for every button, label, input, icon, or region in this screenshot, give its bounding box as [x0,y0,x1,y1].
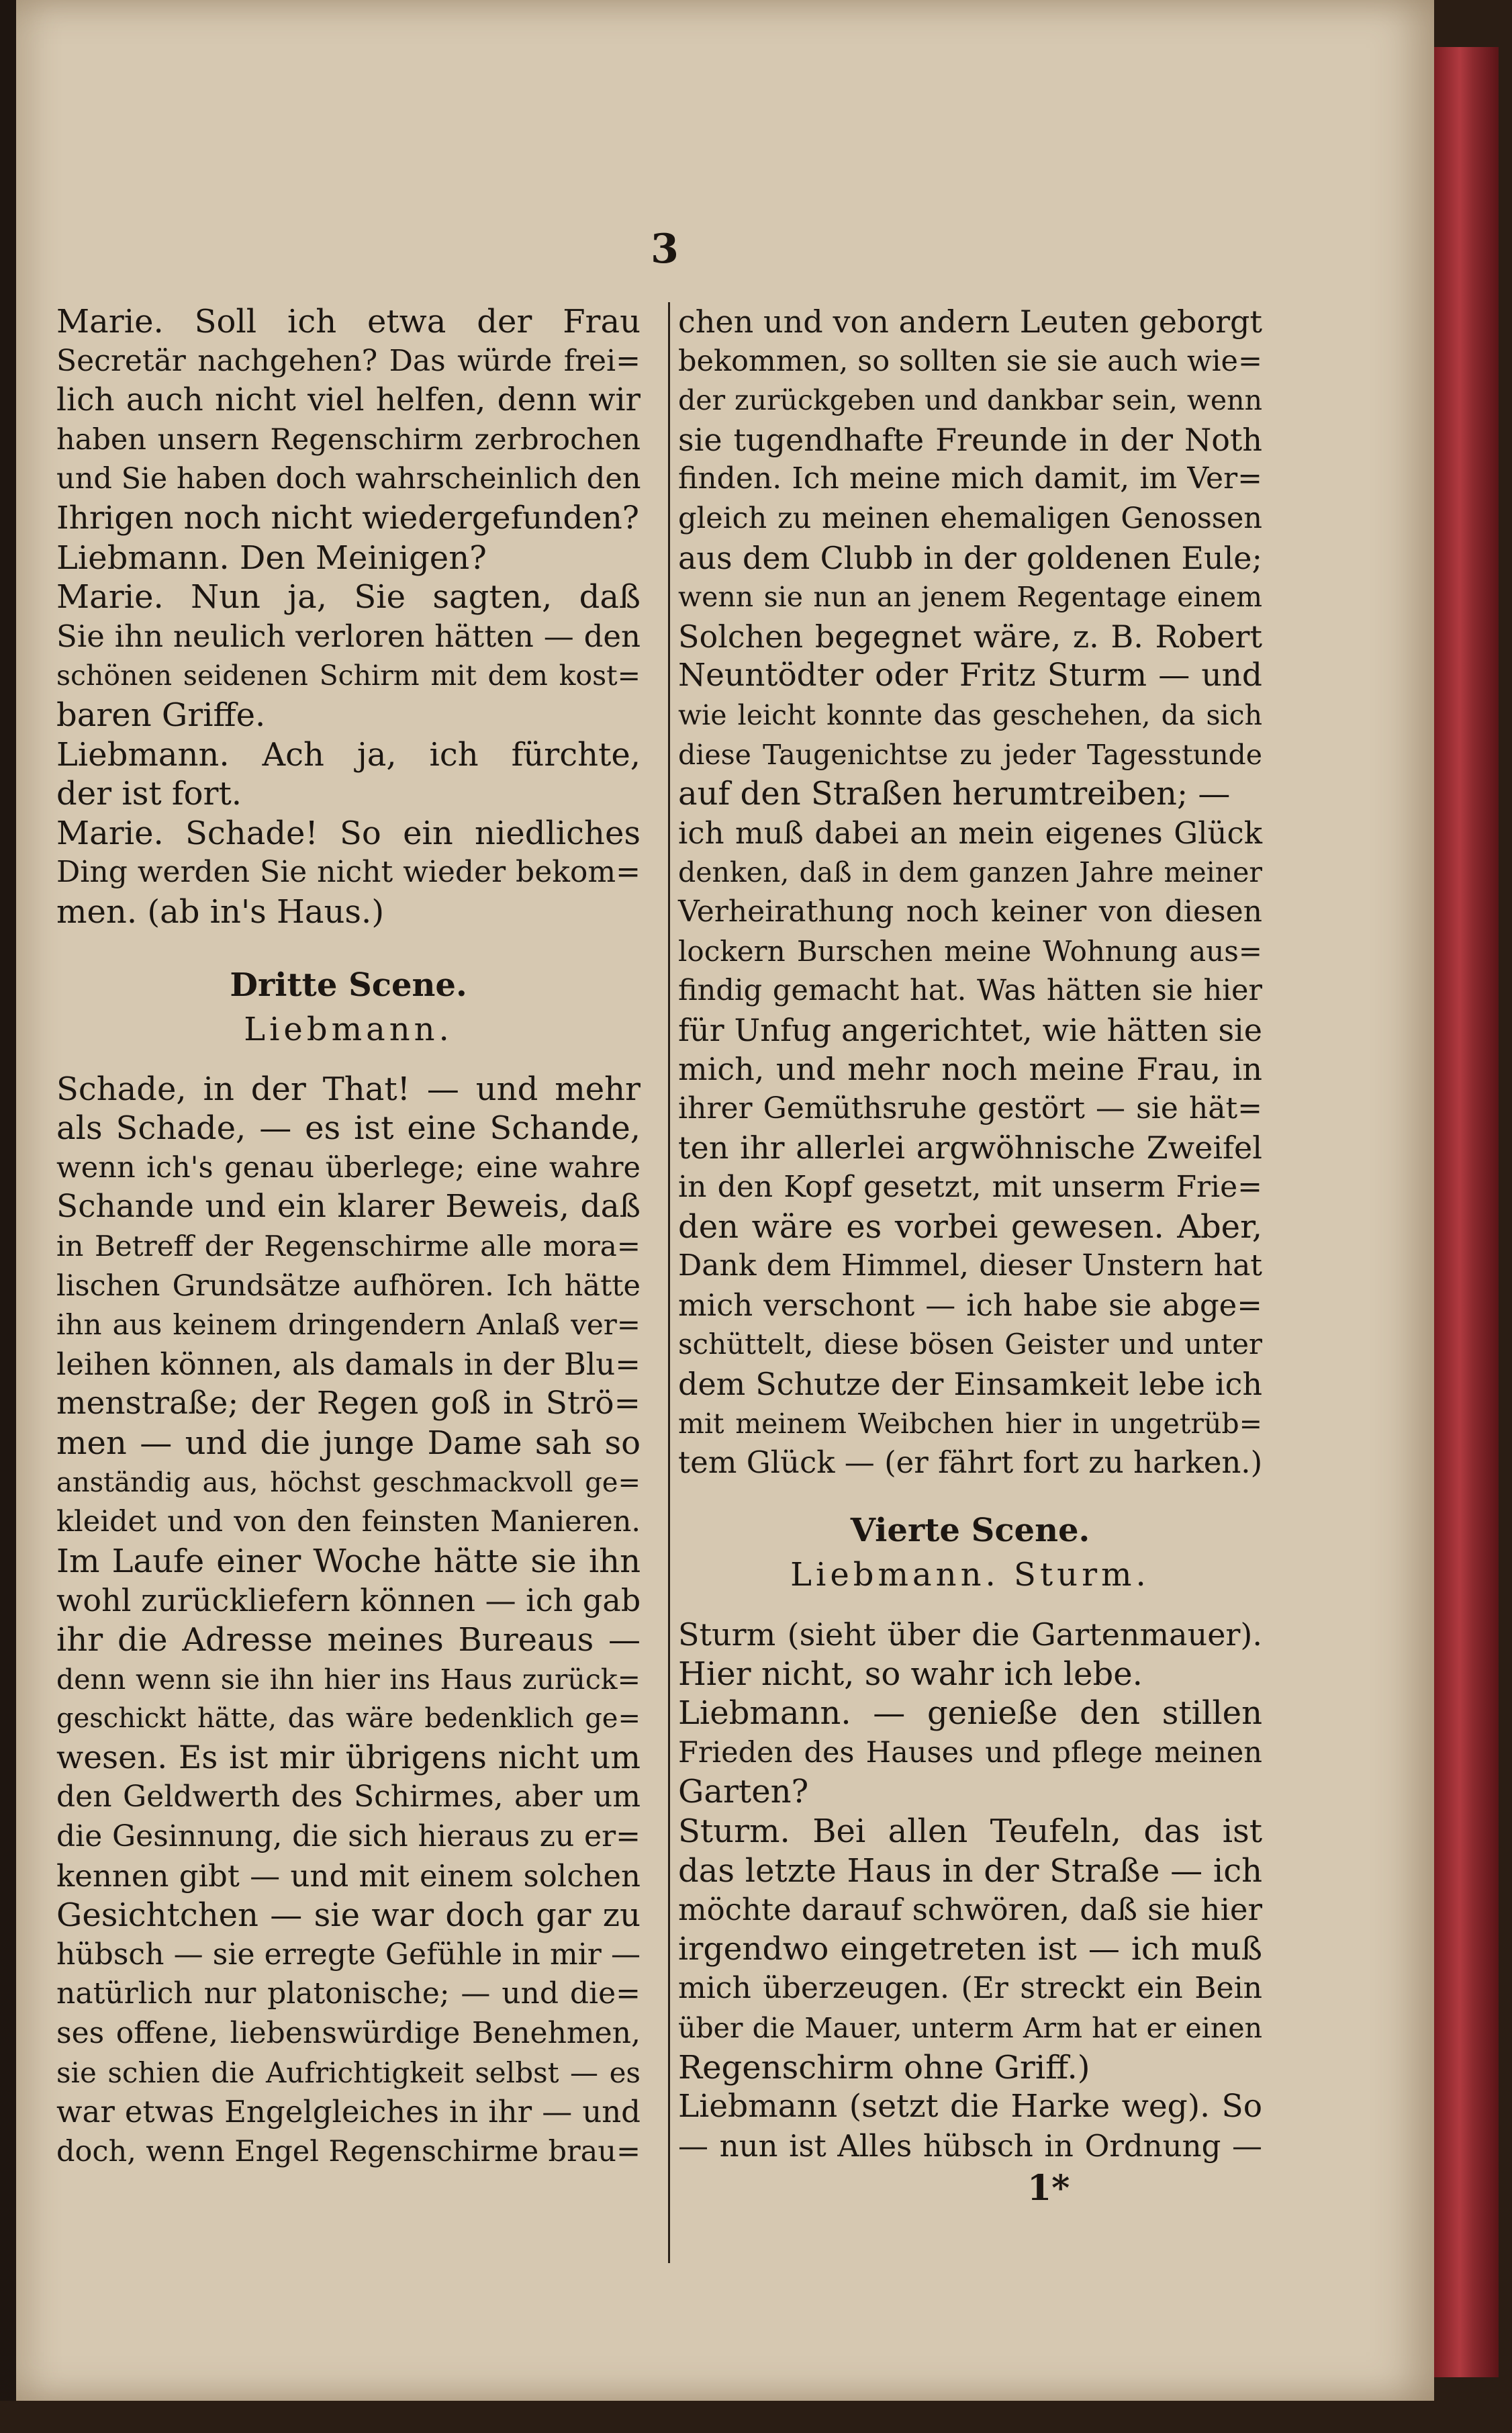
text-line: denn wenn sie ihn hier ins Haus zurück= [56,1663,641,1696]
text-line: ihn aus keinem dringendern Anlaß ver= [56,1308,641,1342]
text-line: ten ihr allerlei argwöhnische Zweifel [678,1130,1262,1166]
text-line: Im Laufe einer Woche hätte sie ihn [56,1542,641,1580]
text-line: aus dem Clubb in der goldenen Eule; [678,539,1262,576]
text-line: und Sie haben doch wahrscheinlich den [56,462,641,496]
text-line: finden. Ich meine mich damit, im Ver= [678,461,1262,496]
text-line: wenn sie nun an jenem Regentage einem [678,581,1262,614]
text-line: Sie ihn neulich verloren hätten — den [56,618,641,654]
text-line: kennen gibt — und mit einem solchen [56,1857,641,1894]
text-line: Ding werden Sie nicht wieder bekom= [56,855,641,890]
text-line: die Gesinnung, die sich hieraus zu er= [56,1819,641,1853]
text-line: menstraße; der Regen goß in Strö= [56,1385,641,1422]
text-line: das letzte Haus in der Straße — ich [678,1851,1262,1890]
text-line: ihrer Gemüthsruhe gestört — sie hät= [678,1091,1262,1126]
text-line: Ihrigen noch nicht wiedergefunden? [56,499,639,537]
text-line: baren Griffe. [56,696,266,734]
right-column [678,302,1262,2166]
text-line: schüttelt, diese bösen Geister und unter [678,1328,1262,1361]
text-line: diese Taugenichtse zu jeder Tagesstunde [678,738,1262,771]
text-line: irgendwo eingetreten ist — ich muß [678,1930,1262,1968]
text-line: sie tugendhafte Freunde in der Noth [678,421,1262,458]
text-line: wesen. Es ist mir übrigens nicht um [56,1739,641,1776]
text-line: Secretär nachgehen? Das würde frei= [56,343,641,378]
scene-characters-vierte: Liebmann. Sturm. [790,1556,1150,1594]
text-line: Regenschirm ohne Griff.) [678,2048,1090,2086]
text-line: Hier nicht, so wahr ich lebe. [678,1655,1143,1693]
text-line: in Betreff der Regenschirme alle mora= [56,1230,641,1263]
signature-mark: 1* [1027,2168,1070,2209]
left-text-part2 [56,1070,641,2172]
text-line: geschickt hätte, das wäre bedenklich ge= [56,1703,641,1735]
text-line: findig gemacht hat. Was hätten sie hier [678,974,1262,1008]
text-line: Liebmann (setzt die Harke weg). So [678,2088,1262,2125]
text-line: men. (ab in's Haus.) [56,892,385,931]
text-line: Liebmann. Den Meinigen? [56,539,487,577]
text-line: war etwas Engelgleiches in ihr — und [56,2094,641,2130]
text-line: hübsch — sie erregte Gefühle in mir — [56,1937,641,1972]
text-line: mich überzeugen. (Er streckt ein Bein [678,1971,1262,2006]
text-line: über die Mauer, unterm Arm hat er einen [678,2011,1262,2044]
text-line: Garten? [678,1773,809,1811]
text-line: mich verschont — ich habe sie abge= [678,1287,1262,1323]
text-line: mit meinem Weibchen hier in ungetrüb= [678,1407,1262,1440]
text-line: für Unfug angerichtet, wie hätten sie [678,1011,1262,1048]
text-line: chen und von andern Leuten geborgt [678,304,1262,340]
text-line: Neuntödter oder Fritz Sturm — und [678,657,1262,694]
text-line: denken, daß in dem ganzen Jahre meiner [678,856,1262,889]
page-number: 3 [651,226,679,273]
text-line: lockern Burschen meine Wohnung aus= [678,934,1262,968]
bottom-background [0,2401,1512,2433]
text-line: ich muß dabei an mein eigenes Glück [678,815,1262,851]
text-line: Marie. Nun ja, Sie sagten, daß [56,578,641,616]
text-line: mich, und mehr noch meine Frau, in [678,1051,1262,1088]
text-line: bekommen, so sollten sie sie auch wie= [678,344,1262,378]
text-line: Dank dem Himmel, dieser Unstern hat [678,1248,1262,1283]
text-line: Frieden des Hauses und pflege meinen [678,1735,1262,1770]
text-line: anständig aus, höchst geschmackvoll ge= [56,1467,641,1498]
text-line: Verheirathung noch keiner von diesen [678,894,1262,929]
text-line: Schande und ein klarer Beweis, daß [56,1188,641,1226]
text-line: ihr die Adresse meines Bureaus — [56,1621,641,1659]
text-line: der zurückgeben und dankbar sein, wenn [678,384,1262,417]
text-line: auf den Straßen herumtreiben; — [678,775,1231,813]
text-line: Sturm. Bei allen Teufeln, das ist [678,1812,1262,1850]
text-line: Sturm (sieht über die Gartenmauer). [678,1616,1262,1653]
text-line: schönen seidenen Schirm mit dem kost= [56,659,641,692]
scene-characters-dritte: Liebmann. [244,1011,453,1049]
text-line: wenn ich's genau überlege; eine wahre [56,1150,641,1185]
text-line: sie schien die Aufrichtigkeit selbst — es [56,2056,641,2089]
text-line: der ist fort. [56,775,242,813]
text-line: — nun ist Alles hübsch in Ordnung — [678,2127,1262,2164]
text-line: natürlich nur platonische; — und die= [56,1976,641,2011]
text-line: als Schade, — es ist eine Schande, [56,1109,641,1148]
text-line: lischen Grundsätze aufhören. Ich hätte [56,1269,641,1303]
page-edges-red [1434,47,1499,2377]
scene-heading-dritte: Dritte Scene. [230,966,467,1004]
text-line: in den Kopf gesetzt, mit unserm Frie= [678,1170,1262,1205]
text-line: ses offene, liebenswürdige Benehmen, [56,2015,641,2050]
text-line: möchte darauf schwören, daß sie hier [678,1892,1262,1928]
text-line: dem Schutze der Einsamkeit lebe ich [678,1366,1262,1403]
text-line: Liebmann. — genieße den stillen [678,1694,1262,1733]
text-line: Schade, in der That! — und mehr [56,1070,641,1108]
text-line: doch, wenn Engel Regenschirme brau= [56,2134,641,2168]
text-line: tem Glück — (er fährt fort zu harken.) [678,1444,1263,1481]
text-line: wie leicht konnte das geschehen, da sich [678,698,1262,731]
column-divider [668,302,670,2263]
text-line: den wäre es vorbei gewesen. Aber, [678,1207,1262,1246]
text-line: lich auch nicht viel helfen, denn wir [56,381,641,419]
right-text-part2 [678,1615,1262,2166]
text-line: wohl zurückliefern können — ich gab [56,1582,641,1619]
text-line: Marie. Schade! So ein niedliches [56,814,641,852]
text-line: kleidet und von den feinsten Manieren. [56,1505,641,1539]
right-text-part1 [678,302,1262,1483]
text-line: haben unsern Regenschirm zerbrochen [56,422,641,457]
text-line: Marie. Soll ich etwa der Frau [56,303,641,340]
left-column [56,302,641,2171]
book-gutter [0,0,16,2433]
text-line: Solchen begegnet wäre, z. B. Robert [678,618,1262,655]
text-line: men — und die junge Dame sah so [56,1424,641,1463]
text-line: leihen können, als damals in der Blu= [56,1346,641,1382]
text-line: gleich zu meinen ehemaligen Genossen [678,501,1262,535]
text-line: den Geldwerth des Schirmes, aber um [56,1780,641,1815]
scene-heading-vierte: Vierte Scene. [850,1511,1090,1549]
text-line: Gesichtchen — sie war doch gar zu [56,1896,641,1935]
left-text-part1 [56,302,641,932]
text-line: Liebmann. Ach ja, ich fürchte, [56,735,641,774]
